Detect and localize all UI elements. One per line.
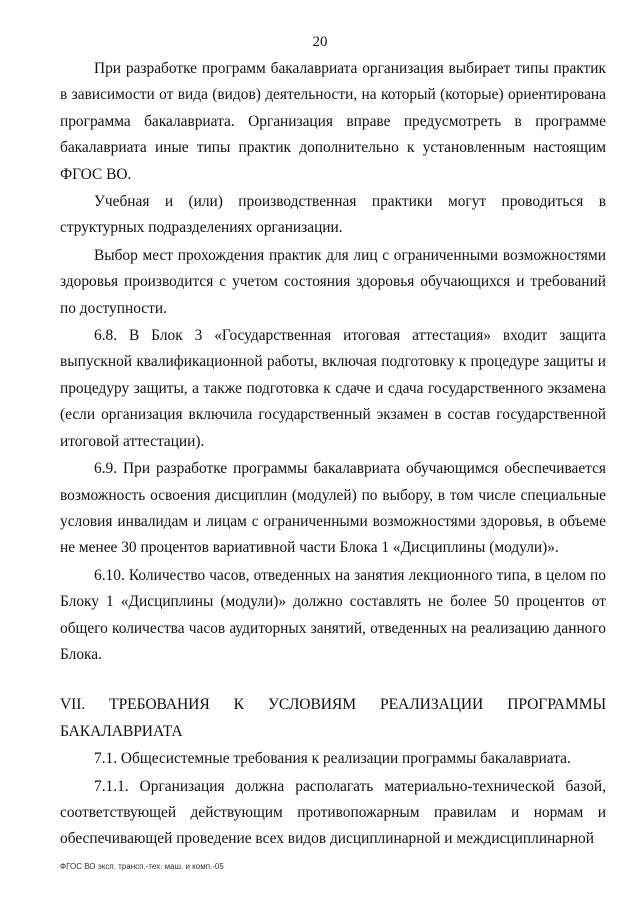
document-body	[60, 56, 606, 853]
section-heading: VII. ТРЕБОВАНИЯ К УСЛОВИЯМ РЕАЛИЗАЦИИ ПРОГРАММЫ БАКАЛАВРИАТА	[60, 696, 606, 740]
paragraph-6-10: 6.10. Количество часов, отведенных на занятия лекционного типа, в целом по Блоку 1 «Дисциплины (модули)» должно составлять не более 50 процентов от общего количества часов аудиторных занятий, отведенных на реализацию данного Блока.	[60, 566, 606, 663]
paragraph-disability-placement: Выбор мест прохождения практик для лиц с ограниченными возможностями здоровья производится с учетом состояния здоровья обучающихся и требований по доступности.	[60, 246, 606, 317]
paragraph-6-9: 6.9. При разработке программы бакалавриата обучающимся обеспечивается возможность освоения дисциплин (модулей) по выбору, в том числе специальные условия инвалидам и лицам с ограниченными возможностями здоровья, в объеме не менее 30 процентов вариативной части Блока 1 «Дисциплины (модули)».	[60, 460, 606, 557]
paragraph-practice-types: При разработке программ бакалавриата организация выбирает типы практик в зависимости от вида (видов) деятельности, на который (которые) ориентирована программа бакалавриата. Организация вправе предусмотреть в программе бакалавриата иные типы практик дополнительно к установленным настоящим ФГОС ВО.	[60, 60, 606, 183]
paragraph-7-1-1: 7.1.1. Организация должна располагать материально-технической базой, соответствующей действующим противопожарным правилам и нормам и обеспечивающей проведение всех видов дисциплинарной и междисциплинарной	[60, 777, 606, 848]
paragraph-6-8: 6.8. В Блок 3 «Государственная итоговая аттестация» входит защита выпускной квалификационной работы, включая подготовку к процедуре защиты и процедуру защиты, а также подготовка к сдаче и сдача государственного экзамена (если организация включила государственный экзамен в состав государственной итоговой аттестации).	[60, 327, 606, 450]
paragraph-7-1: 7.1. Общесистемные требования к реализации программы бакалавриата.	[94, 750, 571, 768]
paragraph-practice-locations: Учебная и (или) производственная практики могут проводиться в структурных подразделениях организации.	[60, 193, 606, 237]
footer-document-code: ФГОС ВО эксп. трансп.-тех. маш. и комп.-05	[60, 862, 224, 871]
page-number: 20	[312, 34, 328, 50]
